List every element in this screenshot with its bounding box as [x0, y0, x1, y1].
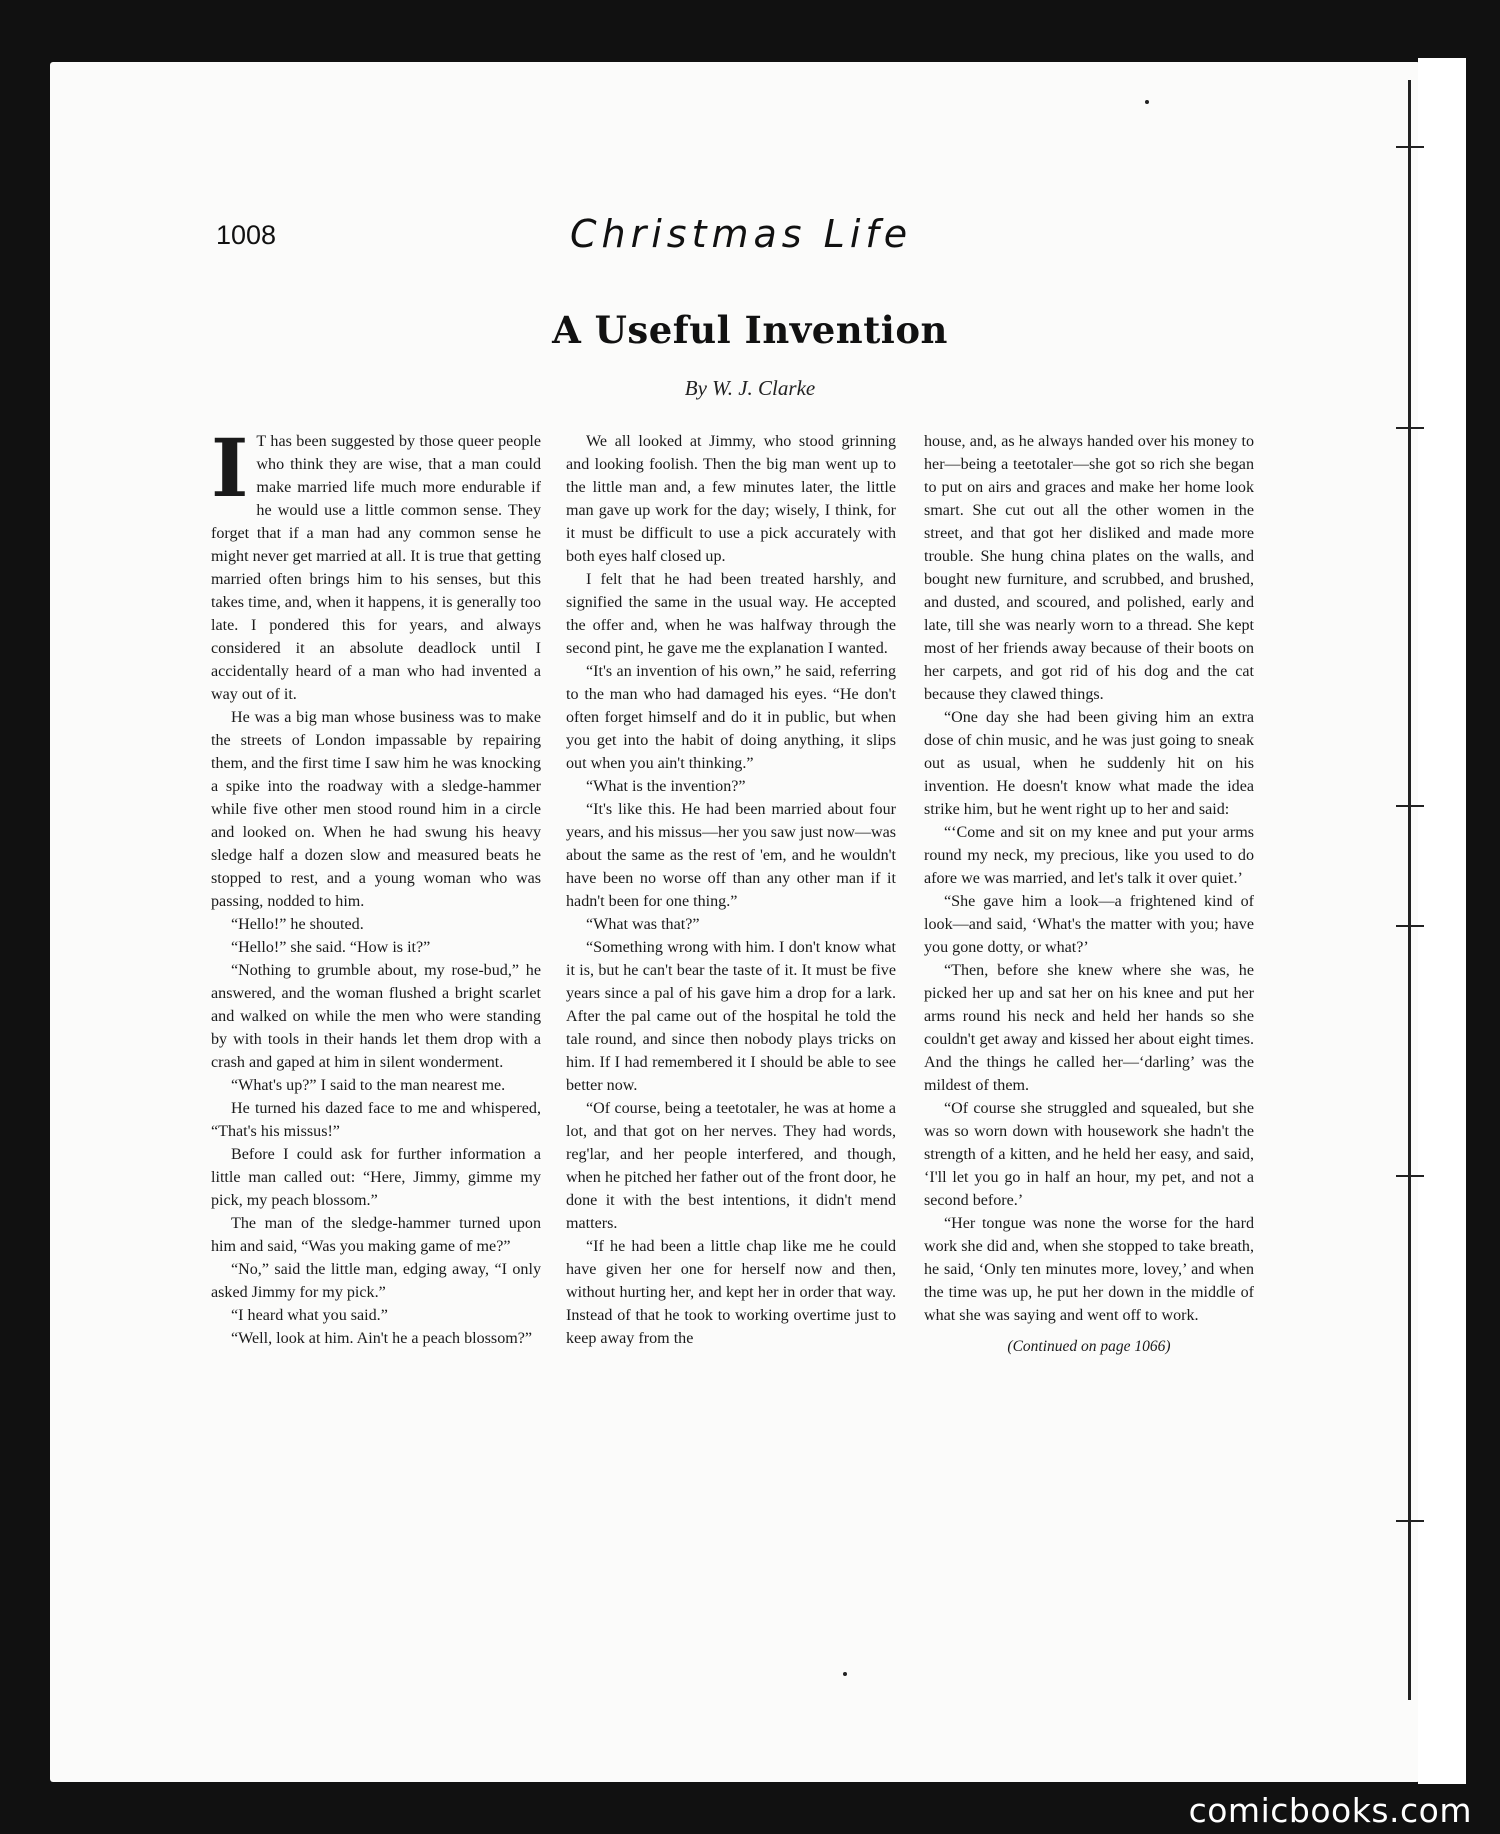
- binding-mark: [1396, 146, 1424, 148]
- paragraph: “Then, before she knew where she was, he picked her up and sat her on his knee and put her arms round his neck and held her hands so she couldn't get away and kissed her about eight times. And the things he called her—‘darling’ was the mildest of them.: [924, 962, 1254, 1094]
- byline: By W. J. Clarke: [684, 376, 816, 400]
- binding-mark: [1396, 1175, 1424, 1177]
- paragraph: “Well, look at him. Ain't he a peach blossom?”: [231, 1330, 533, 1347]
- paragraph: “Something wrong with him. I don't know what it is, but he can't bear the taste of it. It must be five years since a pal of his gave him a drop for a lark. After the pal came out of the hospital he told the tale round, and since then nobody plays tricks on him. If I had remembered it I should be able to see better now.: [566, 939, 896, 1094]
- paragraph: [211, 421, 541, 706]
- column-2: [566, 430, 896, 1350]
- paragraph: He turned his dazed face to me and whispered, “That's his missus!”: [211, 1100, 541, 1140]
- binding-mark: [1396, 925, 1424, 927]
- paragraph: “‘Come and sit on my knee and put your arms round my neck, my precious, like you used to do afore we was married, and let's talk it over quiet.’: [924, 824, 1254, 887]
- paragraph: He was a big man whose business was to make the streets of London impassable by repairing them, and the first time I saw him he was knocking a spike into the roadway with a sledge-hammer while five other men stood round him in a circle and looked on. When he had swung his heavy sledge half a dozen slow and measured beats he stopped to rest, and a young woman who was passing, nodded to him.: [211, 709, 541, 910]
- binding-mark: [1396, 427, 1424, 429]
- drop-cap: I: [211, 421, 249, 515]
- paragraph: The man of the sledge-hammer turned upon him and said, “Was you making game of me?”: [211, 1215, 541, 1255]
- paragraph: “What was that?”: [586, 916, 700, 933]
- paragraph: “Of course she struggled and squealed, but she was so worn down with housework she hadn't the strength of a kitten, and he held her easy, and said, ‘I'll let you go in half an hour, my pet, and not a second before.’: [924, 1100, 1254, 1209]
- scan-speck: [843, 1672, 847, 1676]
- paragraph: house, and, as he always handed over his money to her—being a teetotaler—she got so rich she began to put on airs and graces and make her home look smart. She cut out all the other women in the street, and that got her disliked and made more trouble. She hung china plates on the walls, and bought new furniture, and scrubbed, and brushed, and dusted, and scoured, and polished, early and late, till she was nearly worn to a thread. She kept most of her friends away because of their boots on her carpets, and got rid of his dog and the cat because they clawed things.: [924, 433, 1254, 703]
- paragraph: “It's like this. He had been married about four years, and his missus—her you saw just now—was about the same as the rest of 'em, and he wouldn't have been no worse off than any other man if it hadn't been for one thing.”: [566, 801, 896, 910]
- paragraph: We all looked at Jimmy, who stood grinning and looking foolish. Then the big man went up to the little man and, a few minutes later, the little man gave up work for the day; wisely, I think, for it must be difficult to use a pick accurately with both eyes half closed up.: [566, 433, 896, 565]
- paragraph: “What is the invention?”: [586, 778, 746, 795]
- paragraph: “Her tongue was none the worse for the hard work she did and, when she stopped to take breath, he said, ‘Only ten minutes more, lovey,’ and when the time was up, he put her down in the middle of what she was saying and went off to work.: [924, 1215, 1254, 1324]
- paragraph: I felt that he had been treated harshly, and signified the same in the usual way. He accepted the offer and, when he was halfway through the second pint, he gave me the explanation I wanted.: [566, 571, 896, 657]
- running-head: Christmas Life: [570, 212, 913, 256]
- paragraph: “Hello!” he shouted.: [231, 916, 364, 933]
- scan-speck: [1145, 100, 1149, 104]
- paragraph: “Nothing to grumble about, my rose-bud,” he answered, and the woman flushed a bright scarlet and walked on while the men who were standing by with tools in their hands let them drop with a crash and gaped at him in silent wonderment.: [211, 962, 541, 1071]
- column-3: [924, 430, 1254, 1358]
- paragraph-text: T has been suggested by those queer people who think they are wise, that a man could make married life much more endurable if he would use a little common sense. They forget that if a man had any common sense he might never get married at all. It is true that getting married often brings him to his senses, but this takes time, and, when it happens, it is generally too late. I pondered this for years, and always considered it an absolute deadlock until I accidentally heard of a man who had invented a way out of it.: [211, 433, 541, 703]
- paragraph: “Hello!” she said. “How is it?”: [231, 939, 431, 956]
- column-1: [211, 421, 541, 1350]
- paragraph: “I heard what you said.”: [231, 1307, 388, 1324]
- continued-note: (Continued on page 1066): [1007, 1338, 1171, 1355]
- paragraph: “Of course, being a teetotaler, he was at home a lot, and that got on her nerves. They had words, reg'lar, and her people interfered, and though, when he pitched her father out of the front door, he done it with the best intentions, it didn't mend matters.: [566, 1100, 896, 1232]
- binding-mark: [1396, 805, 1424, 807]
- paragraph: “If he had been a little chap like me he could have given her one for herself now and then, without hurting her, and kept her in order that way. Instead of that he took to working overtime just to keep away from the: [566, 1238, 896, 1347]
- paragraph: “It's an invention of his own,” he said, referring to the man who had damaged his eyes. “He don't often forget himself and do it in public, but when you get into the habit of doing anything, it slips out when you ain't thinking.”: [566, 663, 896, 772]
- page-number: 1008: [216, 220, 277, 250]
- watermark: comicbooks.com: [1188, 1791, 1472, 1830]
- paragraph: “She gave him a look—a frightened kind of look—and said, ‘What's the matter with you; have you gone dotty, or what?’: [924, 893, 1254, 956]
- paragraph: “What's up?” I said to the man nearest me.: [231, 1077, 506, 1094]
- binding-mark: [1396, 1520, 1424, 1522]
- paragraph: Before I could ask for further information a little man called out: “Here, Jimmy, gimme my pick, my peach blossom.”: [211, 1146, 541, 1209]
- paragraph: “No,” said the little man, edging away, “I only asked Jimmy for my pick.”: [211, 1261, 541, 1301]
- paragraph: “One day she had been giving him an extra dose of chin music, and he was just going to sneak out as usual, when he suddenly hit on his invention. He doesn't know what made the idea strike him, but he went right up to her and said:: [924, 709, 1254, 818]
- article-title: A Useful Invention: [552, 308, 948, 352]
